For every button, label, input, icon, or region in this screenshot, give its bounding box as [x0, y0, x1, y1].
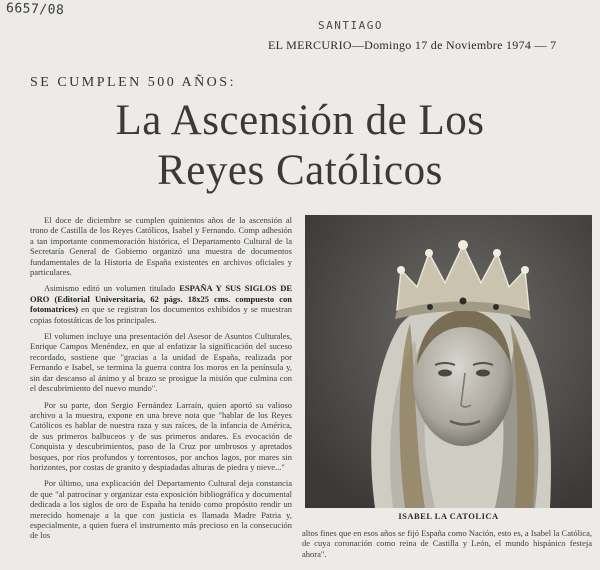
paragraph-5: Por último, una explicación del Departamento Cultural deja constancia de que "al patrocinar y organizar esta exposición bibliográfica y documental dedicada a los siglos de oro de España ha tenido como propósito rendir un merecido homenaje a la que con justicia es llamada Madre Patria y, especialmente, a quien fuera el instrumento más precioso en la consecución de los	[30, 478, 292, 541]
paragraph-2-start: Asimismo editó un volumen titulado	[44, 283, 176, 294]
article-kicker: SE CUMPLEN 500 AÑOS:	[30, 75, 236, 90]
portrait-illustration	[305, 215, 592, 508]
photo-caption: ISABEL LA CATOLICA	[398, 511, 499, 521]
headline-line-2: Reyes Católicos	[157, 147, 443, 194]
article-headline	[0, 96, 600, 196]
paragraph-4: Por su parte, don Sergio Fernández Larraín, quien aportó su valioso archivo a la muestra, expone en una breve nota que "hablar de los Reyes Católicos es hablar de nuestra raza y sus raíces, de la infancia de América, de sus primeros balbuceos y de sus primeros andares. Es evocación de Conquista y descubrimientos, paso de la Cruz por umbrosos y apretados bosques, por ríos profundos y torrentosos, por anchos lagos, por mares sin horizontes, por costas de granito y despiadadas alturas de piedra y nieve..."	[30, 399, 292, 472]
article-body-column	[30, 215, 292, 547]
newspaper-dateline: EL MERCURIO—Domingo 17 de Noviembre 1974 — 7	[268, 38, 557, 52]
paragraph-1: El doce de diciembre se cumplen quinientos años de la ascensión al trono de Castilla de los Reyes Católicos, Isabel y Fernando. Comp adhesión a tan importante conmemoración histórica, el Departamento Cultural de la Secretaría General de Gobierno organizó una muestra de documentos fundamentales de la Historia de España existentes en archivos oficiales y particulares.	[30, 215, 292, 278]
handwritten-city-note: SANTIAGO	[318, 19, 383, 32]
paragraph-2	[30, 283, 292, 325]
paragraph-2-end: en que se registran los documentos exhibidos y se muestran copias fotostáticas de los principales.	[30, 304, 293, 325]
handwritten-reference-number: 6657/08	[5, 0, 65, 19]
headline-line-1: La Ascensión de Los	[115, 97, 485, 144]
book-title-bold: ESPAÑA Y SUS SIGLOS DE ORO (Editorial Universitaria, 62 págs. 18x25 cms. compuesto con fotomatrices)	[30, 283, 293, 315]
portrait-photo	[305, 215, 592, 508]
article-continuation: altos fines que en esos años se fijó España como Nación, esto es, a Isabel la Católica, de cuya coronación como reina de Castilla y León, el mundo hispánico festeja ahora".	[302, 528, 592, 559]
paragraph-3: El volumen incluye una presentación del Asesor de Asuntos Culturales, Enrique Campos Menéndez, en que al enfatizar la significación del suceso recordado, sostiene que "gracias a la unidad de España, realizada por Fernando e Isabel, se termina la guerra contra los moros en la península y, sin dar descanso al ánimo y al brazo se prosigue la misión que culmina con el descubrimiento del nuevo mundo".	[30, 331, 292, 394]
